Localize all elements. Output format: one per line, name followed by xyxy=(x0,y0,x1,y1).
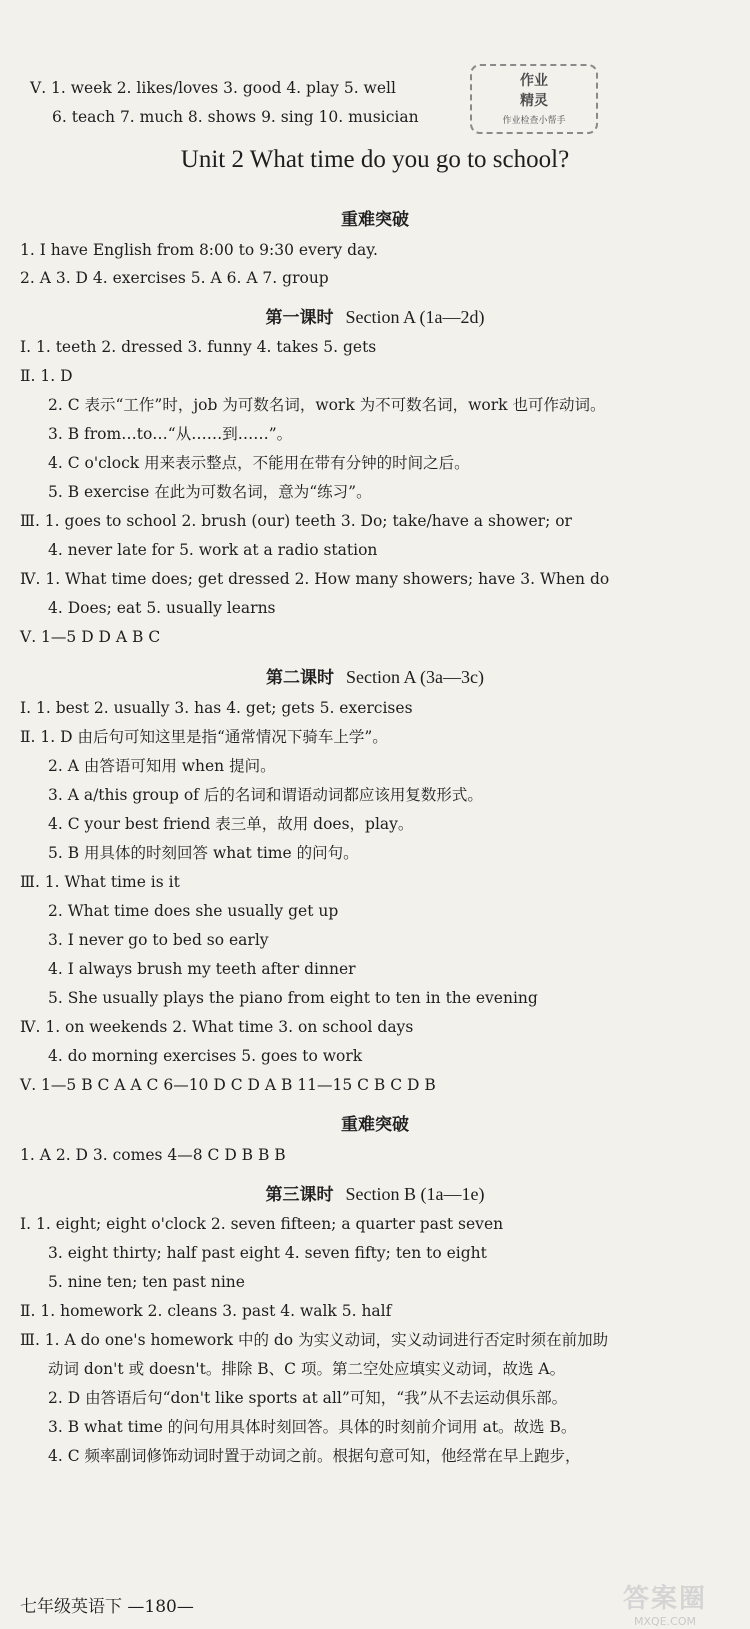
lesson-heading xyxy=(0,1180,750,1205)
answer-line: 2. A 由答语可知用 when 提问。 xyxy=(48,757,276,775)
lesson-heading-cn: 第三课时 xyxy=(265,1185,334,1205)
lesson-heading-cn: 第二课时 xyxy=(266,668,334,688)
answer-line: Ⅰ. 1. eight; eight o'clock 2. seven fifteen; a quarter past seven xyxy=(20,1215,504,1233)
lesson-heading xyxy=(0,663,750,688)
answer-line: 3. eight thirty; half past eight 4. seven fifty; ten to eight xyxy=(48,1244,487,1262)
answer-line: Ⅰ. 1. teeth 2. dressed 3. funny 4. takes 5. gets xyxy=(20,338,377,356)
section-heading: 重难突破 xyxy=(341,210,409,230)
answer-line: Ⅴ. 1—5 B C A A C 6—10 D C D A B 11—15 C B C D B xyxy=(20,1076,436,1094)
watermark-logo xyxy=(600,1578,730,1626)
answer-line: 4. Does; eat 5. usually learns xyxy=(48,599,276,617)
answer-line: Ⅳ. 1. What time does; get dressed 2. How many showers; have 3. When do xyxy=(20,570,610,588)
stamp-line-3: 作业检查小帮手 xyxy=(502,116,566,126)
answer-line: Ⅴ. 1. week 2. likes/loves 3. good 4. play 5. well xyxy=(30,79,396,97)
answer-line: 3. I never go to bed so early xyxy=(48,931,269,949)
answer-line: Ⅴ. 1—5 D D A B C xyxy=(20,628,161,646)
answer-line: 4. C 频率副词修饰动词时置于动词之前。根据句意可知，他经常在早上跑步， xyxy=(48,1447,581,1465)
answer-line: 2. What time does she usually get up xyxy=(48,902,339,920)
answer-line: Ⅲ. 1. What time is it xyxy=(20,873,180,891)
watermark-small: MXQE.COM xyxy=(634,1615,696,1628)
answer-line: Ⅳ. 1. on weekends 2. What time 3. on school days xyxy=(20,1018,414,1036)
answer-line: 5. B 用具体的时刻回答 what time 的问句。 xyxy=(48,844,359,862)
answer-line: 2. A 3. D 4. exercises 5. A 6. A 7. group xyxy=(20,269,329,287)
watermark-big: 答案圈 xyxy=(622,1584,707,1614)
answer-line: Ⅱ. 1. D xyxy=(20,367,73,385)
answer-line: 4. I always brush my teeth after dinner xyxy=(48,960,356,978)
lesson-heading xyxy=(0,303,750,328)
lesson-heading-cn: 第一课时 xyxy=(265,308,334,328)
answer-line: Ⅲ. 1. A do one's homework 中的 do 为实义动词，实义动词进行否定时须在前加助 xyxy=(20,1331,609,1349)
answer-line: 5. B exercise 在此为可数名词，意为“练习”。 xyxy=(48,483,372,501)
lesson-heading-en: Section A (3a—3c) xyxy=(346,667,484,687)
stamp-line-2: 精灵 xyxy=(520,93,548,109)
unit-title: Unit 2 What time do you go to school? xyxy=(180,146,570,173)
answer-line: 1. I have English from 8:00 to 9:30 every day. xyxy=(20,241,378,259)
answer-line: 3. B from…to…“从……到……”。 xyxy=(48,425,293,443)
answer-line: Ⅱ. 1. homework 2. cleans 3. past 4. walk 5. half xyxy=(20,1302,392,1320)
stamp-logo xyxy=(470,64,598,134)
stamp-line-1: 作业 xyxy=(520,73,548,89)
answer-line: 6. teach 7. much 8. shows 9. sing 10. musician xyxy=(52,108,419,126)
section-heading: 重难突破 xyxy=(341,1115,409,1135)
answer-line: 5. nine ten; ten past nine xyxy=(48,1273,245,1291)
answer-line: Ⅲ. 1. goes to school 2. brush (our) teeth 3. Do; take/have a shower; or xyxy=(20,512,572,530)
lesson-heading-en: Section A (1a—2d) xyxy=(345,307,485,327)
answer-line: Ⅰ. 1. best 2. usually 3. has 4. get; gets 5. exercises xyxy=(20,699,413,717)
answer-line: 4. never late for 5. work at a radio station xyxy=(48,541,378,559)
answer-line: 动词 don't 或 doesn't。排除 B、C 项。第二空处应填实义动词，故选 A。 xyxy=(48,1360,566,1378)
answer-line: 4. do morning exercises 5. goes to work xyxy=(48,1047,363,1065)
answer-line: 4. C your best friend 表三单，故用 does，play。 xyxy=(48,815,414,833)
page-footer: 七年级英语下 —180— xyxy=(20,1597,194,1617)
answer-line: 4. C o'clock 用来表示整点，不能用在带有分钟的时间之后。 xyxy=(48,454,470,472)
answer-line: Ⅱ. 1. D 由后句可知这里是指“通常情况下骑车上学”。 xyxy=(20,728,388,746)
answer-line: 5. She usually plays the piano from eight to ten in the evening xyxy=(48,989,538,1007)
answer-line: 2. C 表示“工作”时，job 为可数名词，work 为不可数名词，work 也可作动词。 xyxy=(48,396,606,414)
lesson-heading-en: Section B (1a—1e) xyxy=(345,1184,485,1204)
answer-line: 3. B what time 的问句用具体时刻回答。具体的时刻前介词用 at。故选 B。 xyxy=(48,1418,577,1436)
answer-line: 3. A a/this group of 后的名词和谓语动词都应该用复数形式。 xyxy=(48,786,483,804)
answer-line: 2. D 由答语后句“don't like sports at all”可知，“我”从不去运动俱乐部。 xyxy=(48,1389,568,1407)
answer-line: 1. A 2. D 3. comes 4—8 C D B B B xyxy=(20,1146,286,1164)
